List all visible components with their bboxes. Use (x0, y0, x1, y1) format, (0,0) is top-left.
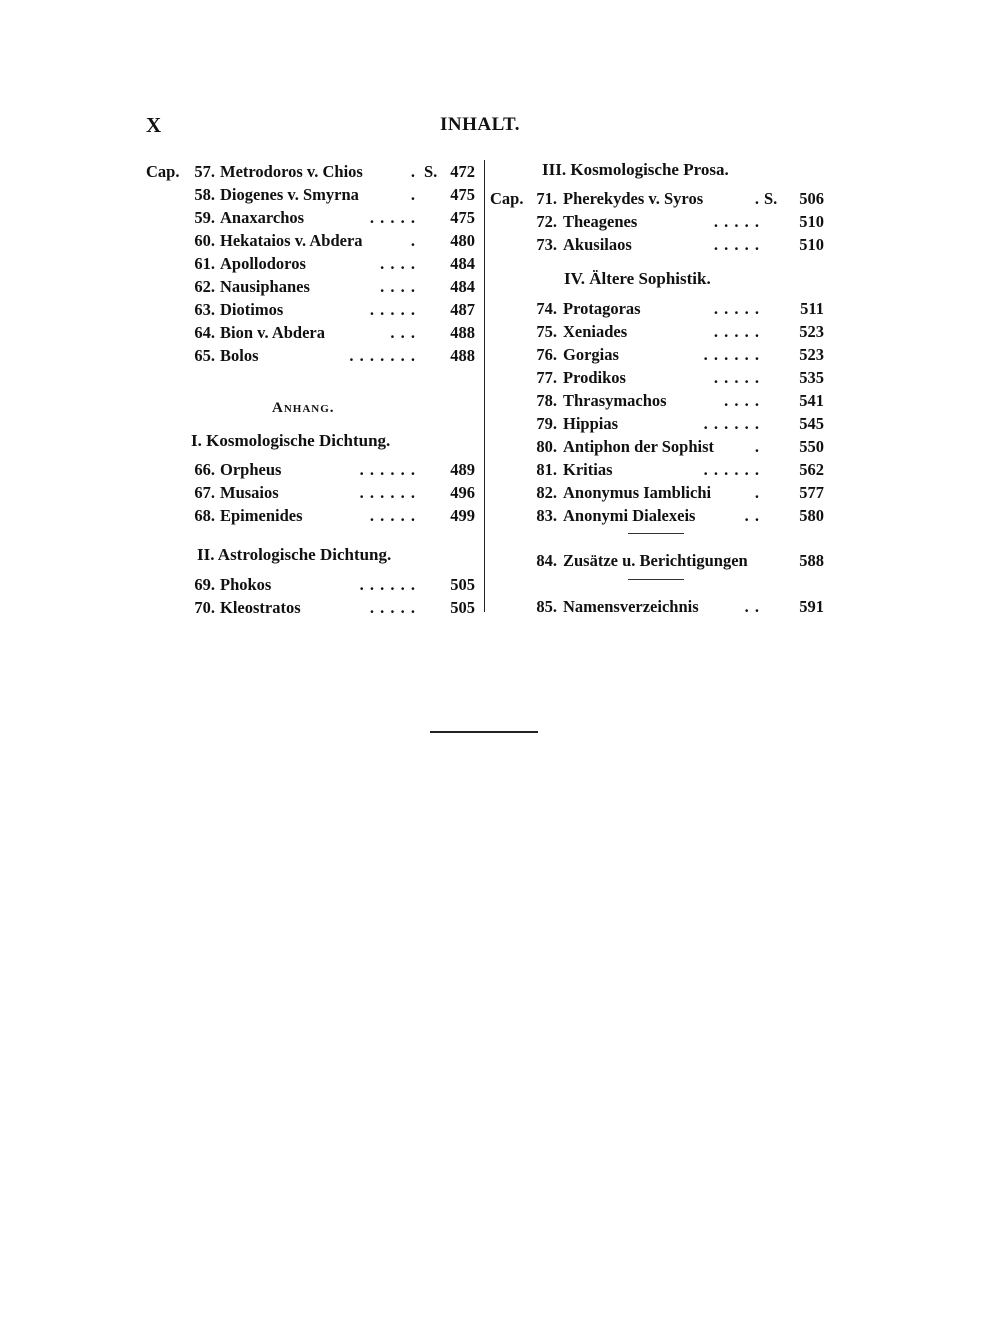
entry-title: Bolos (220, 346, 259, 365)
entry-page: 588 (799, 551, 824, 570)
leader-dots: . . . . . (713, 212, 760, 231)
leader-dots: . (410, 231, 416, 250)
toc-entry (0, 210, 1000, 233)
entry-title: Diotimos (220, 300, 284, 319)
toc-entry (0, 297, 1000, 320)
entry-page: 475 (450, 185, 475, 204)
entry-page: 523 (799, 345, 824, 364)
section-heading-aeltere-sophistik: IV. Ältere Sophistik. (564, 269, 711, 288)
leader-dots: . . . . (380, 254, 416, 273)
entry-number: 81. (536, 460, 557, 479)
entry-number: 78. (536, 391, 557, 410)
entry-title: Xeniades (563, 322, 628, 341)
toc-entry (0, 504, 1000, 527)
entry-number: 77. (536, 368, 557, 387)
entry-number: 83. (536, 506, 557, 525)
entry-number: 70. (194, 598, 215, 617)
entry-page: 472 (450, 162, 475, 181)
entry-number: 76. (536, 345, 557, 364)
leader-dots: . . . (390, 323, 416, 342)
entry-number: 66. (194, 460, 215, 479)
entry-title: Akusilaos (563, 235, 632, 254)
entry-page: 510 (799, 235, 824, 254)
entry-page: 510 (799, 212, 824, 231)
section-heading-astrologische-dichtung: II. Astrologische Dichtung. (197, 545, 392, 564)
entry-number: 68. (194, 506, 215, 525)
leader-dots: . . . . . . (703, 460, 760, 479)
toc-entry (0, 160, 1000, 183)
leader-dots: . . (744, 506, 760, 525)
leader-dots: . . . . . (369, 506, 416, 525)
entry-title: Pherekydes v. Syros (563, 189, 704, 208)
entry-page: 506 (799, 189, 824, 208)
leader-dots: . (754, 483, 760, 502)
entry-page: 488 (450, 346, 475, 365)
entry-number: 61. (194, 254, 215, 273)
entry-title: Kleostratos (220, 598, 301, 617)
leader-dots: . (754, 437, 760, 456)
entry-page: 511 (800, 299, 824, 318)
entry-title: Anaxarchos (220, 208, 305, 227)
leader-dots: . . (744, 597, 760, 616)
entry-page: 484 (450, 254, 475, 273)
entry-number: 80. (536, 437, 557, 456)
entry-title: Anonymus Iamblichi (563, 483, 712, 502)
entry-title: Anonymi Dialexeis (563, 506, 696, 525)
toc-entry (0, 233, 1000, 256)
leader-dots: . . . . . . (359, 575, 416, 594)
leader-dots: . . . . . . (703, 345, 760, 364)
entry-number: 71. (536, 189, 557, 208)
leader-dots: . . . . (724, 391, 760, 410)
entry-page: 550 (799, 437, 824, 456)
entry-title: Gorgias (563, 345, 619, 364)
toc-entry (0, 187, 1000, 210)
entry-title: Zusätze u. Berichtigungen (563, 551, 748, 570)
entry-page: 487 (450, 300, 475, 319)
entry-title: Phokos (220, 575, 272, 594)
leader-dots: . . . . . (713, 368, 760, 387)
leader-dots: . . . . . (713, 299, 760, 318)
entry-title: Thrasymachos (563, 391, 667, 410)
toc-entry (0, 389, 1000, 412)
entry-title: Apollodoros (220, 254, 306, 273)
toc-entry (0, 573, 1000, 596)
toc-entry (0, 343, 1000, 366)
entry-page: 591 (799, 597, 824, 616)
entry-title: Bion v. Abdera (220, 323, 325, 342)
leader-dots: . . . . . . (359, 460, 416, 479)
entry-title: Musaios (220, 483, 279, 502)
leader-dots: . . . . . (713, 235, 760, 254)
toc-entry (0, 435, 1000, 458)
entry-number: 85. (536, 597, 557, 616)
cap-label: Cap. (490, 189, 524, 208)
entry-number: 69. (194, 575, 215, 594)
entry-number: 67. (194, 483, 215, 502)
toc-entry (0, 275, 1000, 298)
entry-number: 84. (536, 551, 557, 570)
entry-number: 57. (194, 162, 215, 181)
leader-dots: . . . . . (713, 322, 760, 341)
entry-page: 541 (799, 391, 824, 410)
leader-dots: . (754, 189, 760, 208)
entry-page: 580 (799, 506, 824, 525)
leader-dots: . (410, 162, 416, 181)
entry-page: 489 (450, 460, 475, 479)
toc-entry (0, 320, 1000, 343)
leader-dots: . . . . (380, 277, 416, 296)
s-label: S. (764, 189, 778, 208)
end-rule (430, 731, 538, 733)
leader-dots: . . . . . (369, 208, 416, 227)
entry-page: 535 (799, 368, 824, 387)
entry-title: Diogenes v. Smyrna (220, 185, 359, 204)
entry-number: 59. (194, 208, 215, 227)
leader-dots: . (410, 185, 416, 204)
entry-title: Orpheus (220, 460, 282, 479)
toc-entry (0, 549, 1000, 572)
entry-number: 73. (536, 235, 557, 254)
entry-title: Prodikos (563, 368, 626, 387)
entry-title: Epimenides (220, 506, 303, 525)
divider-rule (628, 533, 684, 534)
toc-entry (0, 412, 1000, 435)
entry-number: 63. (194, 300, 215, 319)
entry-title: Metrodoros v. Chios (220, 162, 363, 181)
entry-number: 60. (194, 231, 215, 250)
page-title: INHALT. (440, 114, 521, 135)
entry-title: Hekataios v. Abdera (220, 231, 363, 250)
leader-dots: . . . . . (369, 598, 416, 617)
entry-number: 72. (536, 212, 557, 231)
entry-number: 64. (194, 323, 215, 342)
divider-rule (628, 579, 684, 580)
entry-number: 74. (536, 299, 557, 318)
toc-entry (0, 595, 1000, 618)
cap-label: Cap. (146, 162, 180, 181)
entry-page: 488 (450, 323, 475, 342)
entry-title: Theagenes (563, 212, 638, 231)
entry-page: 505 (450, 598, 475, 617)
entry-page: 499 (450, 506, 475, 525)
entry-page: 545 (799, 414, 824, 433)
entry-page: 484 (450, 277, 475, 296)
toc-entry (0, 366, 1000, 389)
entry-title: Protagoras (563, 299, 641, 318)
entry-page: 577 (799, 483, 824, 502)
leader-dots: . . . . . (369, 300, 416, 319)
s-label: S. (424, 162, 438, 181)
entry-number: 62. (194, 277, 215, 296)
leader-dots: . . . . . . (703, 414, 760, 433)
page-number: X (146, 113, 162, 137)
entry-title: Antiphon der Sophist (563, 437, 715, 456)
entry-page: 562 (799, 460, 824, 479)
entry-page: 523 (799, 322, 824, 341)
toc-entry (0, 458, 1000, 481)
entry-page: 496 (450, 483, 475, 502)
leader-dots: . . . . . . . (349, 346, 416, 365)
entry-number: 75. (536, 322, 557, 341)
toc-entry (0, 481, 1000, 504)
entry-page: 480 (450, 231, 475, 250)
section-heading-kosmologische-dichtung: I. Kosmologische Dichtung. (191, 431, 391, 450)
entry-number: 65. (194, 346, 215, 365)
entry-title: Hippias (563, 414, 619, 433)
entry-number: 79. (536, 414, 557, 433)
entry-page: 475 (450, 208, 475, 227)
section-heading-kosmologische-prosa: III. Kosmologische Prosa. (542, 160, 729, 179)
entry-title: Nausiphanes (220, 277, 310, 296)
entry-number: 58. (194, 185, 215, 204)
appendix-heading: Anhang. (272, 400, 335, 416)
entry-number: 82. (536, 483, 557, 502)
entry-title: Namensverzeichnis (563, 597, 699, 616)
entry-title: Kritias (563, 460, 613, 479)
leader-dots: . . . . . . (359, 483, 416, 502)
entry-page: 505 (450, 575, 475, 594)
